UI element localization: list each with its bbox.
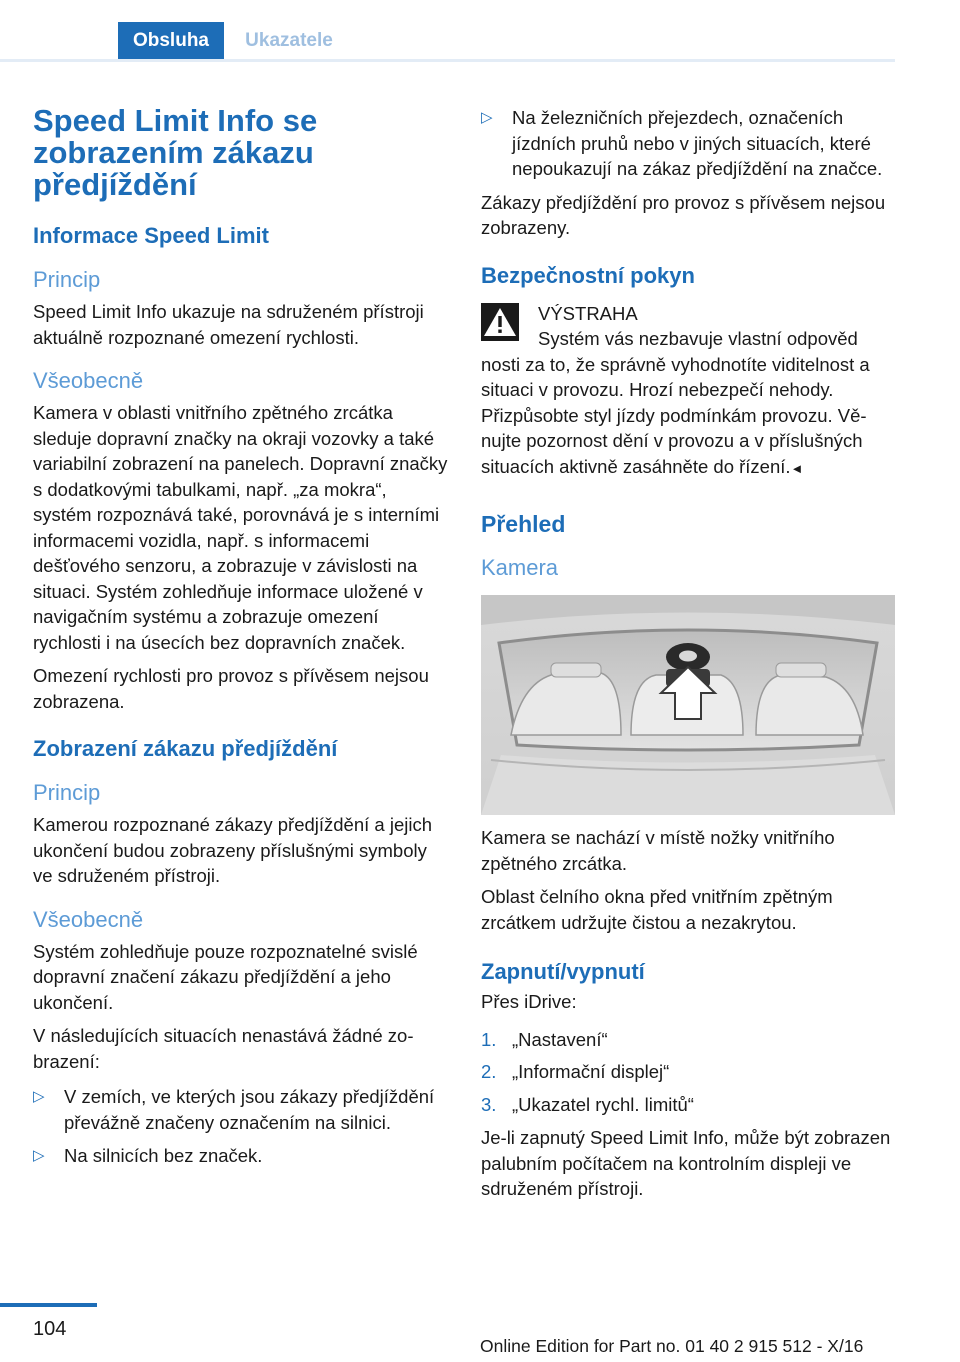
list-item — [481, 1027, 896, 1053]
subheading-camera: Kamera — [481, 555, 559, 580]
warning-text-continued — [481, 352, 896, 482]
subheading-vseobecne: Všeobecně — [33, 368, 144, 393]
triangle-right-icon: ▷ — [33, 1147, 45, 1164]
step-number: 1. — [481, 1028, 497, 1050]
paragraph: Kamera v oblasti vnitřního zpětného zrcátka sleduje dopravní značky na okraji vozovky a také variabilní zobrazení na panelech. Dopravní značky s dodatkovými tabulkami, např. „za mokra“, systém rozpoznává také, porovnává je s interními informacemi vozidla, např. s informacemi dešťového senzoru, a zobrazuje v závislosti na situaci. Systém zohledňuje informace uložené v navigačním systému a zobrazuje omezení rychlosti i na úsecích bez dopravních značek. — [33, 402, 448, 653]
step-text: „Nastavení“ — [512, 1028, 608, 1050]
paragraph: Přes iDrive: — [481, 991, 577, 1012]
paragraph: Omezení rychlosti pro provoz s přívěsem nejsou zobrazena. — [33, 665, 429, 712]
footer-accent-line — [0, 1303, 97, 1307]
page-title: Speed Limit Info se zobrazením zákazu předjíždění — [33, 103, 318, 202]
header-tabbar — [0, 22, 895, 62]
step-number: 2. — [481, 1061, 497, 1082]
list-item — [481, 105, 896, 182]
tab-spacer — [0, 22, 118, 59]
list-item-text: V zemích, ve kterých jsou zákazy předjíždění převážně značeny označením na silnici. — [64, 1086, 435, 1133]
paragraph: Zákazy předjíždění pro provoz s přívěsem nejsou zobrazeny. — [481, 191, 886, 238]
paragraph: V následujících situacích nenastává žádné zobrazení: — [33, 1025, 414, 1072]
list-item — [33, 1084, 448, 1135]
paragraph: Speed Limit Info ukazuje na sdruženém přístroji aktuálně rozpoznané omezení rychlosti. — [33, 301, 424, 348]
list-item-text: Na silnicích bez značek. — [64, 1145, 263, 1166]
paragraph: Kamerou rozpoznané zákazy předjíždění a jejich ukončení budou zobrazeny příslušnými symboly ve sdruženém přístroji. — [33, 814, 433, 886]
triangle-right-icon: ▷ — [481, 109, 493, 126]
subheading-princip: Princip — [33, 780, 101, 805]
step-number: 3. — [481, 1093, 497, 1115]
warning-triangle-icon — [481, 303, 519, 341]
section-heading-speed-limit: Informace Speed Limit — [33, 223, 269, 248]
list-item — [481, 1092, 896, 1118]
warning-block — [481, 301, 896, 482]
left-column — [33, 100, 448, 1169]
page-number: 104 — [33, 1318, 67, 1340]
paragraph: Systém zohledňuje pouze rozpoznatelné svislé dopravní značení zákazu předjíždění a jeho ukončení. — [33, 940, 418, 1013]
list-item — [481, 1059, 896, 1085]
paragraph: Je-li zapnutý Speed Limit Info, může být zobrazen palubním počítačem na kontrolním displeji ve sdruženém přístroji. — [481, 1127, 891, 1199]
paragraph: Oblast čelního okna před vnitřním zpětným zrcátkem udržujte čistou a nezakrytou. — [481, 886, 833, 933]
triangle-right-icon: ▷ — [33, 1088, 45, 1105]
step-text: „Informační displej“ — [512, 1061, 670, 1082]
list-item-text: Na železničních přejezdech, označeních jízdních pruhů nebo v jiných situacích, které nepoukazují na zákaz předjíždění na značce. — [512, 107, 883, 179]
section-heading-onoff: Zapnutí/vypnutí — [481, 959, 645, 984]
tab-ukazatele[interactable]: Ukazatele — [245, 29, 333, 51]
paragraph: Kamera se nachází v místě nožky vnitřního zpětného zrcátka. — [481, 827, 835, 874]
warning-text: Systém vás nezbavuje vlastní odpověd — [538, 328, 858, 349]
subheading-princip: Princip — [33, 267, 101, 292]
list-item — [33, 1143, 448, 1169]
section-heading-overview: Přehled — [481, 511, 566, 537]
footer-edition: Online Edition for Part no. 01 40 2 915 512 - X/16 — [480, 1336, 864, 1356]
tab-obsluha[interactable]: Obsluha — [118, 22, 224, 59]
end-mark: ◄ — [790, 460, 804, 476]
right-column — [481, 100, 896, 1202]
section-heading-no-overtaking: Zobrazení zákazu předjíždění — [33, 736, 338, 761]
warning-text-body: nosti za to, že správně vyhodnotíte viditelnost a situaci v provozu. Hrozí nebezpečí nehody. Přizpůsobte styl jízdy podmínkám provozu. Věnujte pozornost dění v provozu a v příslušných situacích aktivně zasáhněte do řízení. — [481, 353, 870, 477]
subheading-vseobecne: Všeobecně — [33, 906, 144, 932]
camera-location-photo — [481, 595, 895, 815]
warning-title: VÝSTRAHA — [538, 302, 638, 324]
step-text: „Ukazatel rychl. limitů“ — [512, 1093, 694, 1115]
section-heading-safety: Bezpečnostní pokyn — [481, 262, 695, 288]
